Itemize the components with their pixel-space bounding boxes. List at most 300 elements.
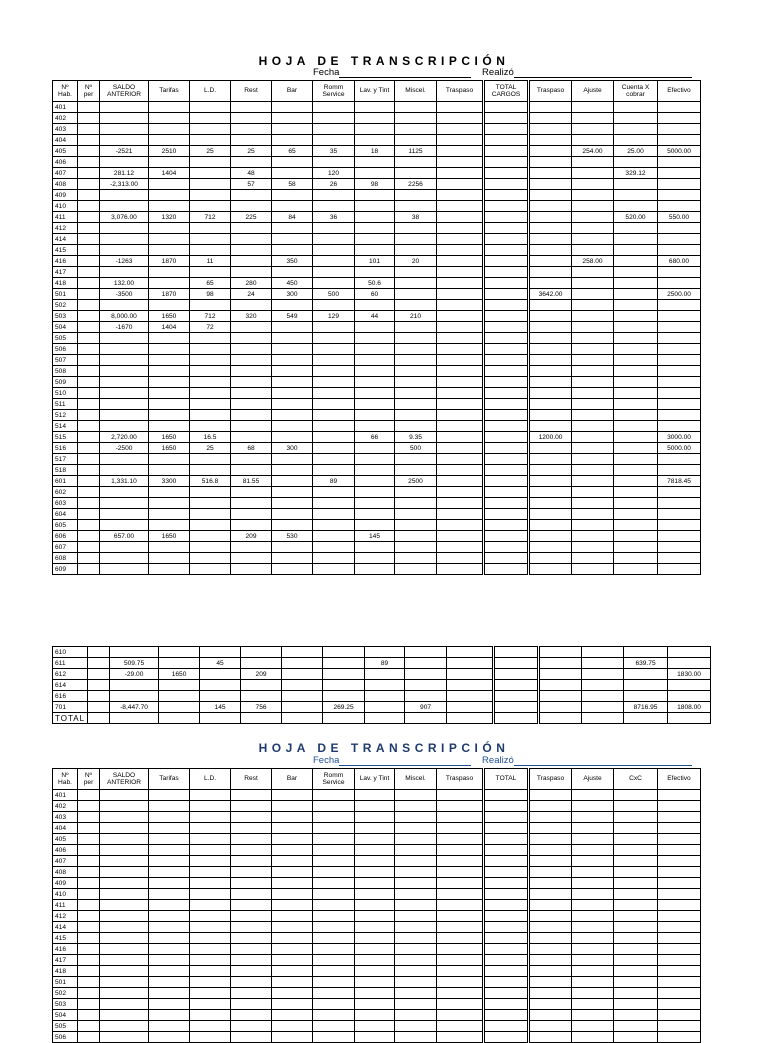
cell-tarifas (149, 135, 190, 146)
cell-efectivo (658, 889, 701, 900)
cell-efectivo (658, 179, 701, 190)
cell-bar (272, 168, 313, 179)
cell-efectivo (668, 658, 711, 669)
cell-tarifas (149, 113, 190, 124)
cell-total-cargos (484, 845, 529, 856)
cell-room-service (313, 245, 355, 256)
cell-bar (282, 680, 323, 691)
cell-cuenta-x-cobrar (614, 845, 658, 856)
cell-total-cargos (484, 366, 529, 377)
cell-per (78, 256, 100, 267)
cell-ajuste (572, 476, 614, 487)
cell-tarifas (149, 245, 190, 256)
cell-ajuste (582, 647, 624, 658)
cell-miscel (395, 1010, 437, 1021)
cell-hab: 518 (53, 465, 78, 476)
cell-per (78, 102, 100, 113)
cell-room-service (313, 911, 355, 922)
cell-rest (231, 999, 272, 1010)
cell-traspaso (437, 421, 484, 432)
cell-cuenta-x-cobrar (614, 322, 658, 333)
cell-traspaso (437, 300, 484, 311)
cell-miscel (395, 234, 437, 245)
cell-per (78, 867, 100, 878)
cell-efectivo (658, 245, 701, 256)
cell-hab: 502 (53, 300, 78, 311)
cell-rest (231, 564, 272, 575)
cell-rest (231, 223, 272, 234)
cell-bar (272, 344, 313, 355)
table-row (53, 432, 701, 443)
table-row (53, 1032, 701, 1043)
table-row (53, 300, 701, 311)
table-row (53, 647, 711, 658)
cell-miscel: 2500 (395, 476, 437, 487)
header-lav-tint: Lav. y Tint (355, 769, 395, 790)
cell-total-cargos (484, 977, 529, 988)
cell-ajuste (582, 658, 624, 669)
header-miscel: Miscel. (395, 769, 437, 790)
cell-ld: 11 (190, 256, 231, 267)
cell-per (78, 278, 100, 289)
cell-miscel (395, 388, 437, 399)
cell-rest (231, 399, 272, 410)
cell-tarifas: 1404 (149, 322, 190, 333)
cell-total-cargos (484, 278, 529, 289)
cell-tarifas (149, 845, 190, 856)
cell-bar (272, 790, 313, 801)
cell-ajuste (572, 498, 614, 509)
cell-miscel (395, 201, 437, 212)
cell-rest: 209 (241, 669, 282, 680)
table-row (53, 878, 701, 889)
cell-bar (272, 322, 313, 333)
cell-ld (190, 135, 231, 146)
cell-tarifas (149, 520, 190, 531)
cell-efectivo: 1830.00 (668, 669, 711, 680)
cell-ld: 98 (190, 289, 231, 300)
cell-traspaso-2 (529, 421, 572, 432)
cell-total-cargos (484, 124, 529, 135)
cell-cuenta-x-cobrar (614, 911, 658, 922)
cell-rest (241, 647, 282, 658)
cell-miscel (395, 531, 437, 542)
cell-ajuste (572, 388, 614, 399)
cell-saldo-anterior (100, 790, 149, 801)
cell-traspaso (437, 190, 484, 201)
cell-ld (190, 911, 231, 922)
cell-miscel (395, 922, 437, 933)
cell-lav-tint: 66 (355, 432, 395, 443)
cell-rest (231, 135, 272, 146)
cell-tarifas (149, 498, 190, 509)
cell-per (78, 911, 100, 922)
cell-traspaso (437, 790, 484, 801)
cell-cuenta-x-cobrar (614, 124, 658, 135)
cell-bar (282, 647, 323, 658)
cell-room-service (313, 823, 355, 834)
cell-ajuste (572, 988, 614, 999)
cell-miscel (405, 713, 447, 724)
cell-traspaso (437, 520, 484, 531)
cell-bar (272, 911, 313, 922)
cell-total-cargos (484, 454, 529, 465)
cell-rest (231, 432, 272, 443)
cell-bar (272, 801, 313, 812)
cell-ajuste (582, 680, 624, 691)
cell-total-cargos (484, 476, 529, 487)
cell-total-cargos (484, 911, 529, 922)
cell-lav-tint (355, 944, 395, 955)
cell-miscel (395, 168, 437, 179)
cell-total-cargos (484, 179, 529, 190)
cell-cuenta-x-cobrar (614, 267, 658, 278)
cell-saldo-anterior: -8,447.70 (110, 702, 159, 713)
cell-saldo-anterior (100, 564, 149, 575)
cell-total-cargos (484, 300, 529, 311)
cell-lav-tint: 89 (365, 658, 405, 669)
cell-hab: 407 (53, 856, 78, 867)
cell-saldo-anterior (110, 680, 159, 691)
cell-ajuste (572, 201, 614, 212)
header-bar: Bar (272, 769, 313, 790)
cell-tarifas (149, 366, 190, 377)
cell-total-cargos (484, 322, 529, 333)
cell-efectivo (658, 812, 701, 823)
cell-saldo-anterior (100, 410, 149, 421)
cell-saldo-anterior: 2,720.00 (100, 432, 149, 443)
cell-total-cargos (484, 1021, 529, 1032)
cell-efectivo (658, 190, 701, 201)
cell-efectivo (658, 531, 701, 542)
cell-efectivo: 3000.00 (658, 432, 701, 443)
cell-total-cargos (484, 388, 529, 399)
cell-ld (190, 377, 231, 388)
cell-per (88, 691, 110, 702)
cell-rest (231, 333, 272, 344)
cell-hab: 411 (53, 900, 78, 911)
cell-ld (190, 823, 231, 834)
cell-traspaso (437, 1021, 484, 1032)
cell-traspaso-2 (539, 691, 582, 702)
cell-lav-tint (355, 113, 395, 124)
table-row (53, 900, 701, 911)
cell-ld (190, 553, 231, 564)
cell-room-service (313, 355, 355, 366)
header-traspaso-2: Traspaso (529, 769, 572, 790)
cell-rest: 756 (241, 702, 282, 713)
cell-saldo-anterior (100, 878, 149, 889)
cell-traspaso-2 (529, 102, 572, 113)
cell-hab: 610 (53, 647, 88, 658)
table-row (53, 113, 701, 124)
cell-rest: 320 (231, 311, 272, 322)
cell-lav-tint (355, 476, 395, 487)
cell-cuenta-x-cobrar (614, 933, 658, 944)
cell-saldo-anterior (100, 999, 149, 1010)
cell-total-cargos (494, 680, 539, 691)
cell-room-service (313, 223, 355, 234)
cell-hab: 511 (53, 399, 78, 410)
cell-traspaso (437, 124, 484, 135)
cell-miscel (395, 377, 437, 388)
cell-rest (231, 300, 272, 311)
cell-total-cargos (484, 377, 529, 388)
cell-room-service (313, 278, 355, 289)
cell-traspaso-2 (529, 135, 572, 146)
cell-hab: 406 (53, 845, 78, 856)
cell-ajuste (572, 333, 614, 344)
cell-ld (190, 520, 231, 531)
cell-ajuste (572, 344, 614, 355)
cell-total-cargos (484, 1032, 529, 1043)
cell-miscel: 20 (395, 256, 437, 267)
cell-traspaso (437, 256, 484, 267)
cell-cuenta-x-cobrar (614, 823, 658, 834)
cell-miscel (395, 399, 437, 410)
cell-room-service (313, 966, 355, 977)
cell-ajuste (572, 410, 614, 421)
cell-rest (231, 834, 272, 845)
cell-cuenta-x-cobrar (624, 669, 668, 680)
cell-cuenta-x-cobrar (614, 190, 658, 201)
cell-traspaso-2 (529, 267, 572, 278)
cell-ajuste (572, 944, 614, 955)
cell-cuenta-x-cobrar (614, 421, 658, 432)
table-row (53, 911, 701, 922)
header-bar: Bar (272, 81, 313, 102)
table-row (53, 289, 701, 300)
cell-cuenta-x-cobrar (614, 790, 658, 801)
table-row (53, 999, 701, 1010)
cell-traspaso (447, 669, 494, 680)
cell-saldo-anterior (100, 944, 149, 955)
cell-traspaso-2 (529, 344, 572, 355)
cell-miscel (395, 289, 437, 300)
cell-cuenta-x-cobrar (614, 834, 658, 845)
cell-bar (272, 300, 313, 311)
cell-room-service (313, 812, 355, 823)
cell-tarifas (159, 713, 200, 724)
cell-efectivo (658, 834, 701, 845)
cell-rest (231, 790, 272, 801)
cell-rest (231, 812, 272, 823)
cell-bar (272, 988, 313, 999)
cell-hab: 510 (53, 388, 78, 399)
cell-cuenta-x-cobrar (614, 432, 658, 443)
header-efectivo: Efectivo (658, 81, 701, 102)
cell-per (78, 509, 100, 520)
cell-rest (231, 1010, 272, 1021)
cell-hab: 503 (53, 311, 78, 322)
cell-bar (272, 553, 313, 564)
cell-efectivo (658, 911, 701, 922)
cell-traspaso-2 (529, 801, 572, 812)
cell-ajuste (572, 790, 614, 801)
cell-rest: 24 (231, 289, 272, 300)
sheet2-fecha-field (313, 755, 692, 766)
cell-saldo-anterior (100, 889, 149, 900)
cell-room-service (313, 553, 355, 564)
cell-total-cargos (484, 443, 529, 454)
cell-per (78, 388, 100, 399)
cell-traspaso (437, 366, 484, 377)
cell-lav-tint (355, 399, 395, 410)
cell-saldo-anterior (100, 344, 149, 355)
cell-traspaso (437, 889, 484, 900)
cell-rest (231, 922, 272, 933)
cell-traspaso (437, 977, 484, 988)
cell-room-service (323, 691, 365, 702)
cell-ajuste (572, 922, 614, 933)
cell-bar: 530 (272, 531, 313, 542)
cell-saldo-anterior (100, 465, 149, 476)
cell-cuenta-x-cobrar: 329.12 (614, 168, 658, 179)
cell-lav-tint (365, 669, 405, 680)
cell-miscel (395, 856, 437, 867)
cell-total-cargos (484, 823, 529, 834)
cell-lav-tint (365, 691, 405, 702)
cell-cuenta-x-cobrar (614, 311, 658, 322)
header-per: Nº per (78, 769, 100, 790)
header-traspaso: Traspaso (437, 81, 484, 102)
cell-traspaso-2 (529, 955, 572, 966)
cell-cuenta-x-cobrar: 639.75 (624, 658, 668, 669)
cell-hab: 401 (53, 790, 78, 801)
cell-cuenta-x-cobrar (614, 179, 658, 190)
cell-traspaso (437, 245, 484, 256)
cell-traspaso (437, 900, 484, 911)
cell-cuenta-x-cobrar (614, 999, 658, 1010)
cell-lav-tint (365, 713, 405, 724)
cell-cuenta-x-cobrar (614, 988, 658, 999)
cell-saldo-anterior (100, 135, 149, 146)
cell-miscel (395, 1021, 437, 1032)
cell-per (88, 647, 110, 658)
cell-ld (190, 966, 231, 977)
cell-traspaso-2 (539, 647, 582, 658)
cell-ajuste (572, 1010, 614, 1021)
cell-tarifas (149, 421, 190, 432)
cell-traspaso-2 (529, 944, 572, 955)
cell-ld (190, 344, 231, 355)
cell-traspaso-2 (529, 234, 572, 245)
cell-ld: 516.8 (190, 476, 231, 487)
cell-room-service (313, 454, 355, 465)
cell-ld (200, 713, 241, 724)
cell-cuenta-x-cobrar (614, 812, 658, 823)
cell-cuenta-x-cobrar (614, 355, 658, 366)
cell-total-cargos (484, 410, 529, 421)
cell-cuenta-x-cobrar (614, 300, 658, 311)
cell-cuenta-x-cobrar (614, 520, 658, 531)
cell-hab: 417 (53, 955, 78, 966)
cell-cuenta-x-cobrar (614, 498, 658, 509)
cell-ld (190, 388, 231, 399)
cell-traspaso-2 (529, 454, 572, 465)
table-row (53, 212, 701, 223)
cell-room-service (323, 658, 365, 669)
cell-miscel (395, 944, 437, 955)
cell-total-cargos (484, 168, 529, 179)
cell-tarifas (149, 966, 190, 977)
cell-bar (282, 713, 323, 724)
cell-ajuste (572, 487, 614, 498)
cell-bar (272, 135, 313, 146)
cell-efectivo (658, 520, 701, 531)
cell-miscel (395, 487, 437, 498)
cell-bar (272, 834, 313, 845)
cell-bar (272, 366, 313, 377)
table-row (53, 377, 701, 388)
cell-total-cargos (494, 702, 539, 713)
cell-bar (282, 702, 323, 713)
cell-tarifas (149, 856, 190, 867)
cell-miscel (395, 135, 437, 146)
table-row (53, 476, 701, 487)
cell-ajuste (572, 553, 614, 564)
cell-total-cargos (484, 421, 529, 432)
cell-rest (231, 454, 272, 465)
cell-miscel (395, 355, 437, 366)
cell-saldo-anterior (100, 377, 149, 388)
cell-lav-tint (365, 680, 405, 691)
cell-saldo-anterior: -2,313.00 (100, 179, 149, 190)
cell-bar: 300 (272, 443, 313, 454)
cell-ld (190, 531, 231, 542)
cell-lav-tint: 50.6 (355, 278, 395, 289)
cell-efectivo (658, 900, 701, 911)
cell-ajuste (572, 443, 614, 454)
cell-ld: 712 (190, 311, 231, 322)
cell-traspaso (437, 388, 484, 399)
cell-traspaso (437, 344, 484, 355)
cell-room-service (313, 333, 355, 344)
table-row (53, 102, 701, 113)
cell-ajuste (572, 1021, 614, 1032)
cell-saldo-anterior (110, 647, 159, 658)
cell-traspaso (447, 680, 494, 691)
cell-total-cargos (494, 647, 539, 658)
cell-ld (190, 933, 231, 944)
cell-ld (190, 988, 231, 999)
cell-total-cargos (484, 966, 529, 977)
cell-miscel (395, 333, 437, 344)
cell-saldo-anterior: -3500 (100, 289, 149, 300)
cell-efectivo: 550.00 (658, 212, 701, 223)
table-row (53, 454, 701, 465)
cell-ld (200, 691, 241, 702)
cell-miscel (395, 102, 437, 113)
cell-saldo-anterior (100, 867, 149, 878)
cell-tarifas (149, 564, 190, 575)
cell-saldo-anterior: 1,331.10 (100, 476, 149, 487)
cell-ld (190, 790, 231, 801)
cell-hab: 607 (53, 542, 78, 553)
cell-hab: 407 (53, 168, 78, 179)
cell-traspaso (437, 944, 484, 955)
cell-traspaso-2 (529, 168, 572, 179)
cell-lav-tint (355, 388, 395, 399)
cell-tarifas (149, 1021, 190, 1032)
cell-bar (272, 977, 313, 988)
table-row (53, 1010, 701, 1021)
header-tarifas: Tarifas (149, 81, 190, 102)
cell-total-cargos (484, 465, 529, 476)
table-row (53, 691, 711, 702)
cell-tarifas (149, 102, 190, 113)
header-saldo-anterior: SALDO ANTERIOR (100, 81, 149, 102)
